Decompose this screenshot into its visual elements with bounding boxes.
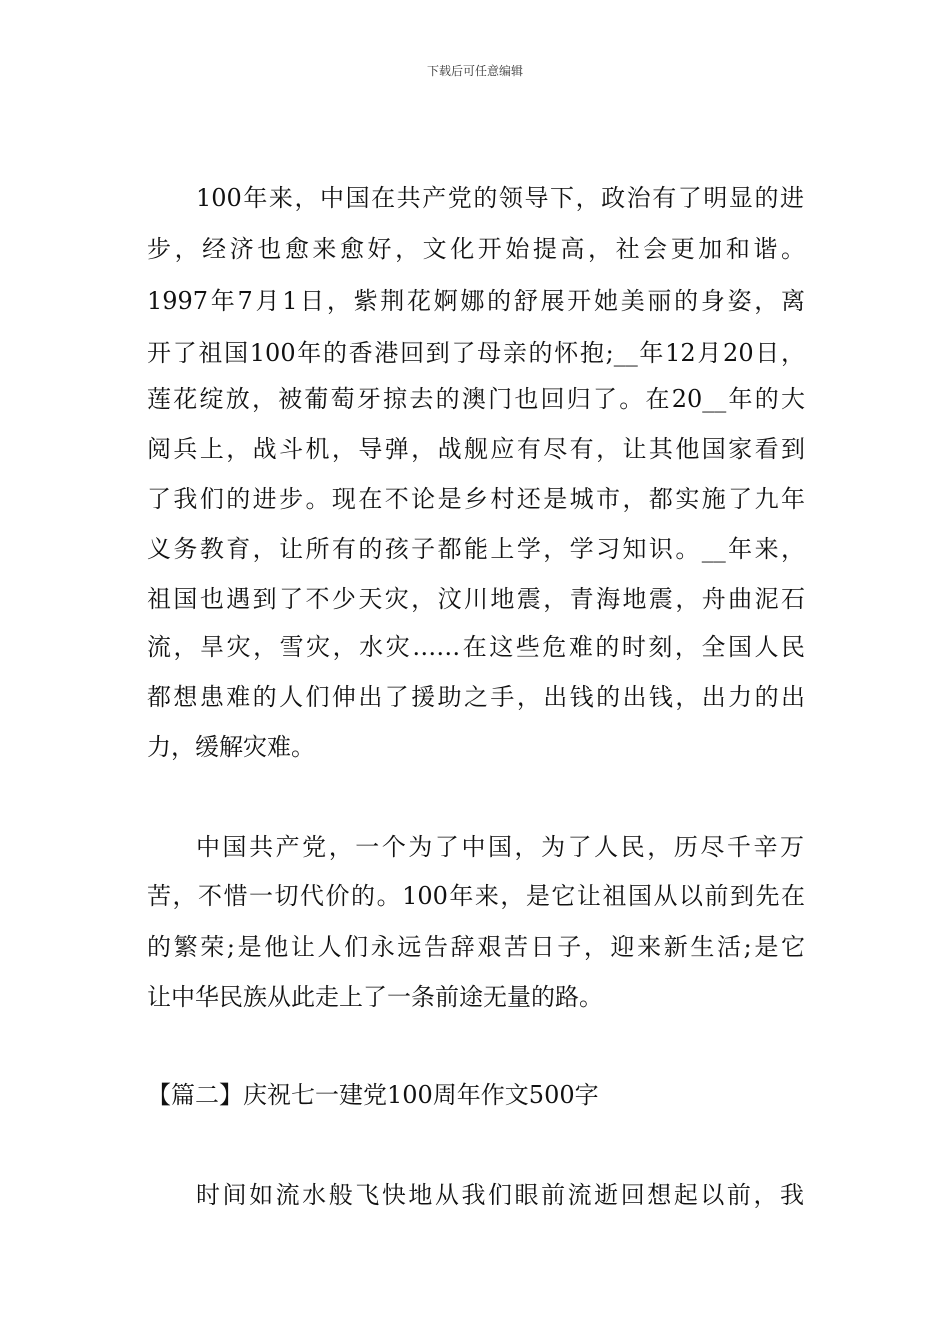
paragraph-3-line-1: 时间如流水般飞快地从我们眼前流逝回想起以前，我	[196, 1181, 804, 1209]
paragraph-1-line-1: 100年来，中国在共产党的领导下，政治有了明显的进	[196, 184, 804, 212]
paragraph-1-line-5: 莲花绽放，被葡萄牙掠去的澳门也回归了。在20__年的大	[147, 385, 805, 413]
section-title: 【篇二】庆祝七一建党100周年作文500字	[147, 1081, 599, 1109]
paragraph-1-line-2: 步，经济也愈来愈好，文化开始提高，社会更加和谐。	[147, 235, 805, 263]
paragraph-2-line-2: 苦，不惜一切代价的。100年来，是它让祖国从以前到先在	[147, 882, 805, 910]
paragraph-2-line-4: 让中华民族从此走上了一条前途无量的路。	[147, 983, 603, 1011]
page-header: 下载后可任意编辑	[426, 64, 523, 78]
paragraph-1-line-12: 力，缓解灾难。	[147, 733, 315, 761]
paragraph-2-line-1: 中国共产党，一个为了中国，为了人民，历尽千辛万	[196, 833, 804, 861]
paragraph-1-line-4: 开了祖国100年的香港回到了母亲的怀抱;__年12月20日，	[147, 339, 805, 367]
paragraph-1-line-8: 义务教育，让所有的孩子都能上学，学习知识。__年来，	[147, 535, 805, 563]
paragraph-1-line-10: 流，旱灾，雪灾，水灾……在这些危难的时刻，全国人民	[147, 633, 805, 661]
paragraph-1-line-3: 1997年7月1日，紫荆花婀娜的舒展开她美丽的身姿，离	[147, 287, 805, 315]
paragraph-1-line-9: 祖国也遇到了不少天灾，汶川地震，青海地震，舟曲泥石	[147, 585, 805, 613]
paragraph-2-line-3: 的繁荣;是他让人们永远告辞艰苦日子，迎来新生活;是它	[147, 933, 805, 961]
paragraph-1-line-7: 了我们的进步。现在不论是乡村还是城市，都实施了九年	[147, 485, 805, 513]
paragraph-1-line-11: 都想患难的人们伸出了援助之手，出钱的出钱，出力的出	[147, 683, 805, 711]
paragraph-1-line-6: 阅兵上，战斗机，导弹，战舰应有尽有，让其他国家看到	[147, 435, 805, 463]
